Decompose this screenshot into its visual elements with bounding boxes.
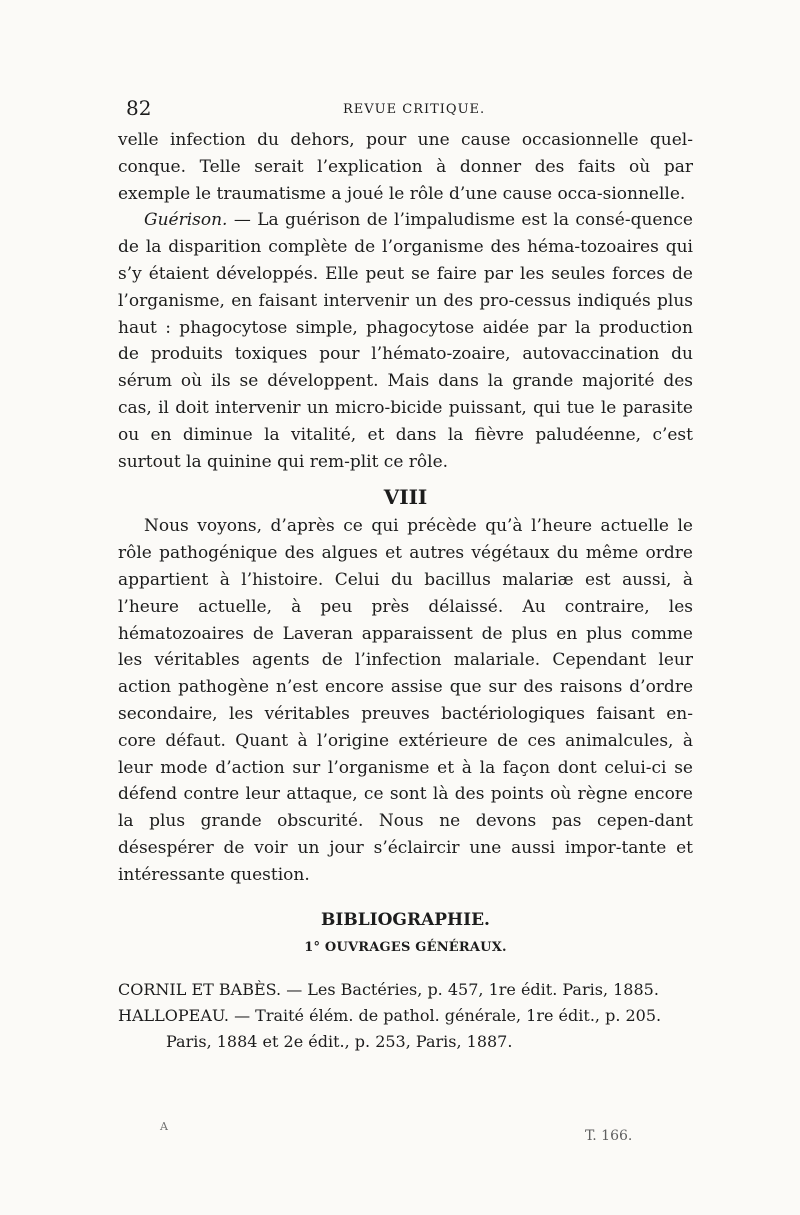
bibliography-title: BIBLIOGRAPHIE. xyxy=(321,909,490,930)
paragraph-guerison xyxy=(118,207,693,475)
bibliography-section xyxy=(118,909,693,1055)
bibliography-entry-hallopeau: HALLOPEAU. — Traité élém. de pathol. générale, 1re édit., p. 205. xyxy=(118,1005,662,1025)
paragraph-conclusion: Nous voyons, d’après ce qui précède qu’à l’heure actuelle le rôle pathogénique des algues et autres végétaux du même ordre appartient à l’histoire. Celui du bacillus malariæ est aussi, à l’heure actuelle, à peu près délaissé. Au contraire, les hématozoaires de Laveran apparaissent de plus en plus comme les véritables agents de l’infection malariale. Cependant leur action pathogène n’est encore assise que sur des raisons d’ordre secondaire, les véritables preuves bactériologiques faisant en-core défaut. Quant à l’origine extérieure de ces animalcules, à leur mode d’action sur l’organisme et à la façon dont celui-ci se défend contre leur attaque, ce sont là des points où règne encore la plus grande obscurité. Nous ne devons pas cepen-dant désespérer de voir un jour s’éclaircir une aussi impor-tante et intéressante question. xyxy=(118,516,693,885)
paragraph-label-guerison: Guérison. xyxy=(144,210,228,231)
page-number: 82 xyxy=(126,96,152,120)
bibliography-entry-cornil-babes: CORNIL ET BABÈS. — Les Bactéries, p. 457, 1re édit. Paris, 1885. xyxy=(118,979,659,999)
main-text xyxy=(118,127,693,1055)
footer-note: T. 166. xyxy=(585,1128,633,1144)
bibliography-subtitle: 1° OUVRAGES GÉNÉRAUX. xyxy=(304,939,507,955)
footer-mark: A xyxy=(160,1120,168,1133)
section-heading-viii: VIII xyxy=(383,485,428,510)
paragraph-continuation: velle infection du dehors, pour une cause occasionnelle quel-conque. Telle serait l’explication à donner des faits où par exemple le traumatisme a joué le rôle d’une cause occa-sionnelle. xyxy=(118,130,693,204)
running-header xyxy=(118,96,698,126)
bibliography-entry-hallopeau-continued: Paris, 1884 et 2e édit., p. 253, Paris, 1887. xyxy=(166,1031,513,1051)
paragraph-text-guerison: — La guérison de l’impaludisme est la consé-quence de la disparition complète de l’organisme des héma-tozoaires qui s’y étaient développés. Elle peut se faire par les seules forces de l’organisme, en faisant intervenir un des pro-cessus indiqués plus haut : phagocytose simple, phagocytose aidée par la production de produits toxiques pour l’hémato-zoaire, autovaccination du sérum où ils se développent. Mais dans la grande majorité des cas, il doit intervenir un micro-bicide puissant, qui tue le parasite ou en diminue la vitalité, et dans la fièvre paludéenne, c’est surtout la quinine qui rem-plit ce rôle. xyxy=(118,210,693,472)
running-title: REVUE CRITIQUE. xyxy=(343,102,486,117)
